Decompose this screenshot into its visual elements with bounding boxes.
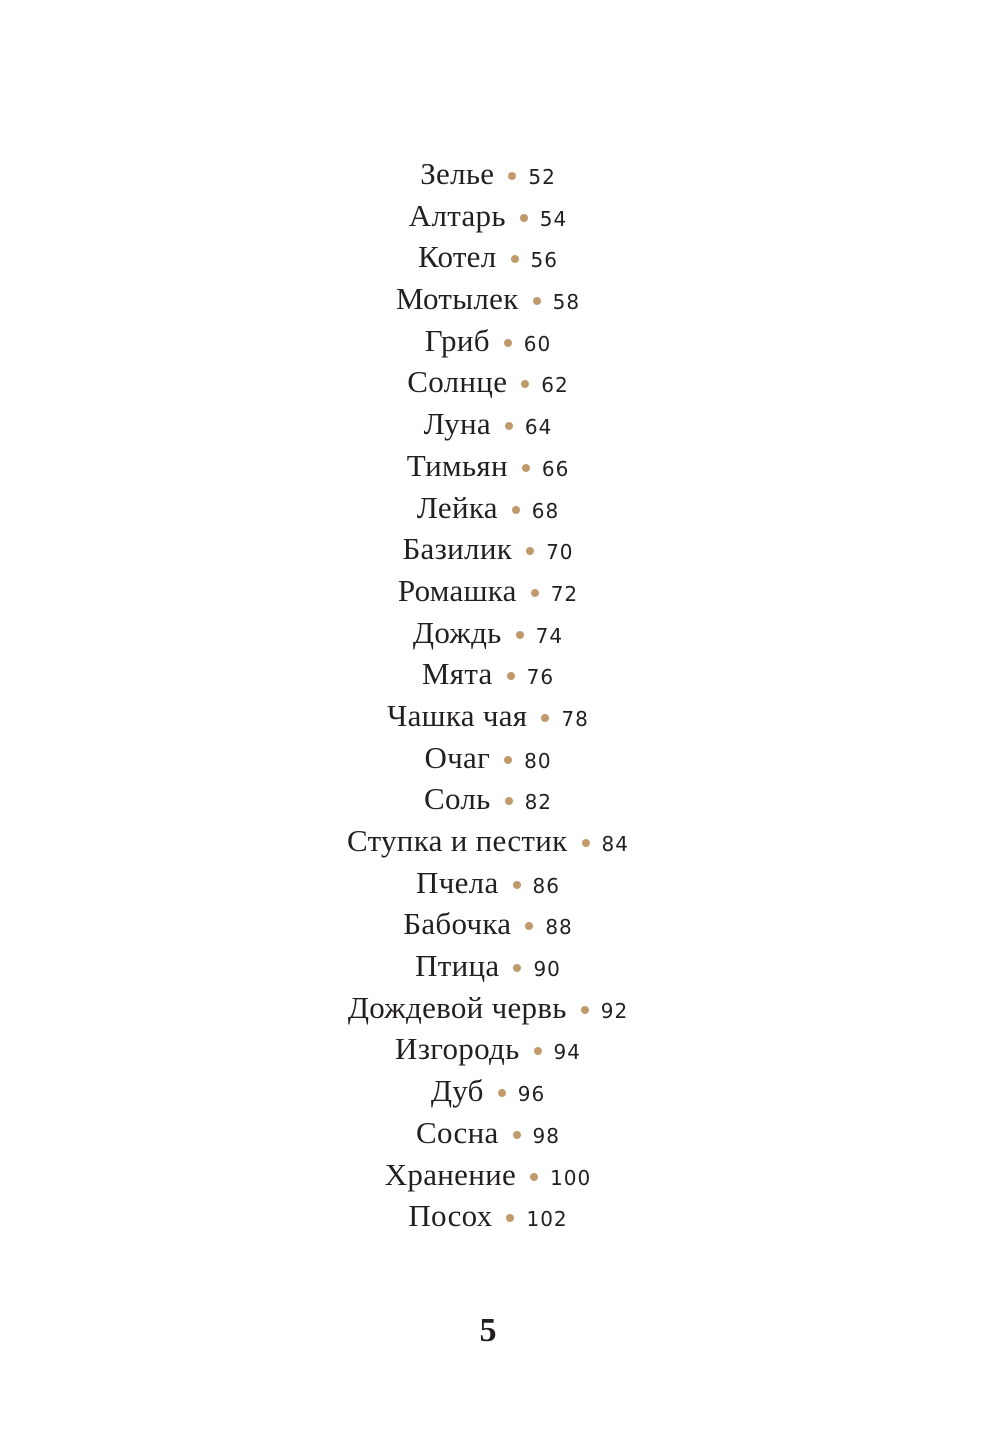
bullet-dot-icon bbox=[513, 1131, 521, 1139]
toc-entry-page-number: 72 bbox=[550, 581, 579, 606]
toc-entry bbox=[0, 737, 976, 779]
toc-entry-page-number: 62 bbox=[541, 373, 569, 398]
toc-entry-page-number: 52 bbox=[528, 165, 556, 189]
bullet-dot-icon bbox=[521, 380, 529, 388]
toc-entry-page-number: 82 bbox=[524, 790, 553, 815]
toc-entry bbox=[0, 820, 976, 862]
toc-entry-title: Зелье bbox=[420, 156, 495, 191]
toc-entry-page-number: 60 bbox=[523, 331, 552, 356]
toc-entry bbox=[0, 320, 976, 362]
bullet-dot-icon bbox=[541, 714, 549, 722]
toc-entry-title: Лейка bbox=[416, 489, 498, 525]
toc-entry bbox=[0, 1112, 976, 1154]
bullet-dot-icon bbox=[504, 756, 512, 764]
toc-entry-title: Гриб bbox=[424, 322, 490, 358]
toc-entry-page-number: 92 bbox=[600, 998, 629, 1023]
toc-entry-page-number: 58 bbox=[552, 290, 581, 315]
toc-entry-title: Ромашка bbox=[397, 572, 517, 608]
toc-entry bbox=[0, 570, 976, 612]
toc-entry bbox=[0, 695, 976, 737]
toc-entry-page-number: 70 bbox=[546, 540, 574, 565]
bullet-dot-icon bbox=[526, 547, 534, 555]
toc-entry-title: Посох bbox=[408, 1198, 493, 1234]
bullet-dot-icon bbox=[516, 631, 524, 639]
toc-entry bbox=[0, 403, 976, 445]
page-number: 5 bbox=[479, 1312, 497, 1349]
toc-entry-page-number: 94 bbox=[553, 1040, 581, 1065]
toc-entry-page-number: 66 bbox=[541, 456, 570, 481]
bullet-dot-icon bbox=[531, 589, 539, 597]
toc-entry-page-number: 54 bbox=[539, 206, 568, 231]
bullet-dot-icon bbox=[513, 881, 521, 889]
toc-entry bbox=[0, 987, 976, 1029]
bullet-dot-icon bbox=[520, 214, 528, 222]
bullet-dot-icon bbox=[582, 839, 590, 847]
toc-entry bbox=[0, 153, 976, 195]
toc-entry bbox=[0, 361, 976, 403]
bullet-dot-icon bbox=[507, 672, 515, 680]
toc-entry-page-number: 74 bbox=[535, 623, 564, 648]
toc-entry-page-number: 64 bbox=[524, 415, 553, 440]
bullet-dot-icon bbox=[508, 172, 516, 180]
toc-entry bbox=[0, 1070, 976, 1112]
bullet-dot-icon bbox=[504, 339, 512, 347]
bullet-dot-icon bbox=[525, 922, 533, 930]
toc-entry-page-number: 76 bbox=[526, 665, 555, 690]
toc-entry-title: Соль bbox=[423, 781, 491, 817]
toc-entry-title: Дуб bbox=[430, 1073, 484, 1109]
toc-entry bbox=[0, 778, 976, 820]
toc-entry-page-number: 84 bbox=[601, 832, 629, 856]
toc-entry-page-number: 96 bbox=[517, 1082, 546, 1107]
toc-entry-title: Дождь bbox=[412, 614, 502, 650]
toc-entry bbox=[0, 236, 976, 278]
toc-entry-title: Луна bbox=[423, 406, 491, 442]
bullet-dot-icon bbox=[581, 1006, 589, 1014]
toc-entry-title: Мотылек bbox=[395, 281, 519, 317]
bullet-dot-icon bbox=[512, 506, 520, 514]
toc-entry bbox=[0, 1154, 976, 1196]
toc-entry bbox=[0, 1028, 976, 1070]
toc-entry-title: Пчела bbox=[416, 864, 499, 900]
toc-entry bbox=[0, 612, 976, 654]
toc-entry-title: Очаг bbox=[424, 739, 491, 775]
toc-entry bbox=[0, 195, 976, 237]
toc-entry-title: Чашка чая bbox=[387, 697, 528, 733]
toc-entry-title: Бабочка bbox=[403, 906, 512, 942]
bullet-dot-icon bbox=[505, 422, 513, 430]
toc-entry bbox=[0, 903, 976, 945]
toc-entry-page-number: 88 bbox=[545, 915, 573, 940]
bullet-dot-icon bbox=[533, 297, 541, 305]
toc-entry-title: Дождевой червь bbox=[347, 989, 567, 1025]
bullet-dot-icon bbox=[506, 1214, 514, 1222]
bullet-dot-icon bbox=[511, 255, 519, 263]
toc-entry bbox=[0, 528, 976, 570]
bullet-dot-icon bbox=[530, 1173, 538, 1181]
toc-entry-title: Ступка и пестик bbox=[347, 823, 568, 858]
toc-entry-title: Алтарь bbox=[408, 197, 506, 233]
toc-entry-title: Мята bbox=[421, 656, 493, 692]
toc-entry-title: Базилик bbox=[402, 531, 513, 567]
bullet-dot-icon bbox=[505, 797, 513, 805]
toc-entry-title: Изгородь bbox=[395, 1031, 520, 1067]
bullet-dot-icon bbox=[513, 964, 521, 972]
bullet-dot-icon bbox=[498, 1089, 506, 1097]
toc-entry-page-number: 100 bbox=[550, 1165, 592, 1190]
toc-entry-title: Птица bbox=[415, 948, 500, 984]
toc-entry-title: Солнце bbox=[407, 364, 508, 400]
toc-entry bbox=[0, 1195, 976, 1237]
toc-entry-page-number: 98 bbox=[532, 1123, 560, 1148]
bullet-dot-icon bbox=[534, 1047, 542, 1055]
toc-entry-page-number: 56 bbox=[530, 248, 558, 273]
toc-entry-page-number: 68 bbox=[531, 498, 560, 523]
toc-entry bbox=[0, 278, 976, 320]
toc-entry bbox=[0, 653, 976, 695]
bullet-dot-icon bbox=[522, 464, 530, 472]
table-of-contents bbox=[0, 153, 976, 1237]
toc-entry-title: Котел bbox=[418, 239, 497, 275]
toc-entry bbox=[0, 487, 976, 529]
toc-entry-title: Сосна bbox=[415, 1114, 499, 1150]
toc-entry bbox=[0, 862, 976, 904]
toc-entry-page-number: 102 bbox=[526, 1207, 568, 1232]
toc-entry-page-number: 80 bbox=[524, 748, 552, 773]
toc-entry-title: Хранение bbox=[384, 1156, 517, 1192]
toc-entry-page-number: 86 bbox=[532, 873, 560, 898]
toc-entry bbox=[0, 445, 976, 487]
toc-entry-page-number: 90 bbox=[533, 957, 561, 982]
toc-entry bbox=[0, 945, 976, 987]
toc-entry-title: Тимьян bbox=[406, 447, 508, 483]
toc-entry-page-number: 78 bbox=[561, 706, 589, 731]
